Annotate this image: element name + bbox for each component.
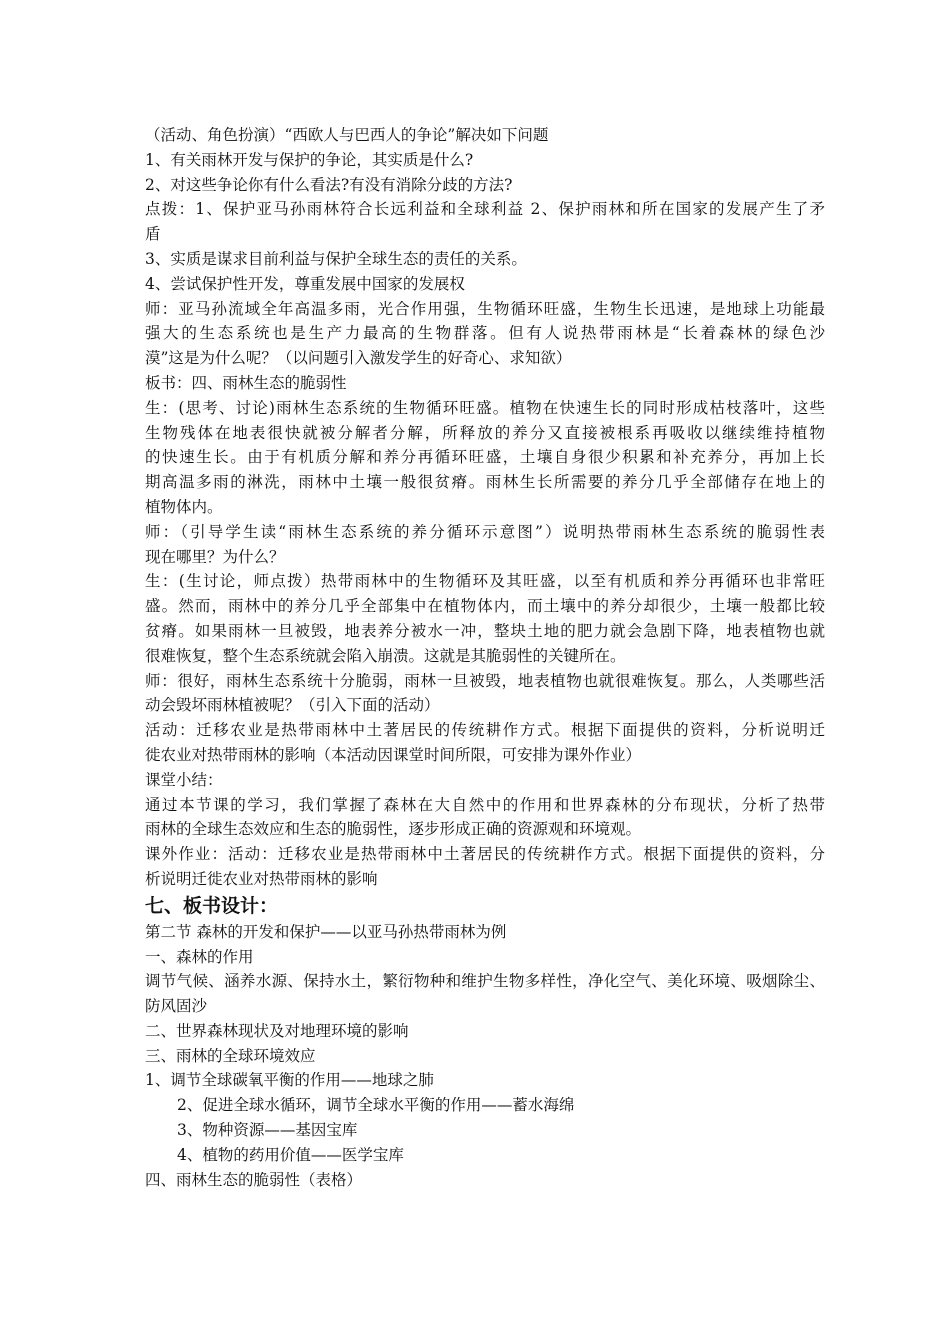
text-line: 贫瘠。如果雨林一旦被毁，地表养分被水一冲，整块土地的肥力就会急剧下降，地表植物也就 (145, 621, 825, 640)
board-item (145, 969, 825, 1019)
text-line: 4、尝试保护性开发，尊重发展中国家的发展权 (145, 274, 465, 293)
paragraph (145, 669, 825, 719)
text-line: 调节气候、涵养水源、保持水土，繁衍物种和维护生物多样性，净化空气、美化环境、吸烟除尘、 (145, 972, 825, 991)
text-line: 动会毁坏雨林植被呢？（引入下面的活动） (145, 696, 440, 715)
board-design (145, 920, 825, 1193)
board-item (145, 1168, 825, 1193)
text-line: 师：很好，雨林生态系统十分脆弱，雨林一旦被毁，地表植物也就很难恢复。那么，人类哪些活 (145, 671, 825, 690)
text-line: 通过本节课的学习，我们掌握了森林在大自然中的作用和世界森林的分布现状，分析了热带 (145, 795, 825, 814)
text-line: 课外作业：活动：迁移农业是热带雨林中土著居民的传统耕作方式。根据下面提供的资料，分 (145, 845, 825, 864)
text-line: 课堂小结： (145, 770, 223, 789)
text-line: 生：(思考、讨论)雨林生态系统的生物循环旺盛。植物在快速生长的同时形成枯枝落叶，这些 (145, 398, 825, 417)
text-line: 二、世界森林现状及对地理环境的影响 (145, 1021, 409, 1040)
paragraph (145, 173, 825, 198)
text-line: 3、物种资源——基因宝库 (177, 1121, 358, 1140)
text-line: 2、促进全球水循环，调节全球水平衡的作用——蓄水海绵 (177, 1096, 575, 1115)
board-item (145, 1093, 825, 1118)
board-item (145, 1044, 825, 1069)
text-line: 的快速生长。由于有机质分解和养分再循环旺盛，土壤自身很少积累和补充养分，再加上长 (145, 448, 825, 467)
text-line: 生：(生讨论，师点拨）热带雨林中的生物循环及其旺盛，以至有机质和养分再循环也非常旺 (145, 572, 825, 591)
board-item (145, 1019, 825, 1044)
text-line: 3、实质是谋求目前利益与保护全球生态的责任的关系。 (145, 249, 527, 268)
paragraph (145, 148, 825, 173)
paragraph (145, 371, 825, 396)
text-line: 现在哪里？为什么？ (145, 547, 285, 566)
text-line: 析说明迁徙农业对热带雨林的影响 (145, 869, 378, 888)
text-line: 第二节 森林的开发和保护——以亚马孙热带雨林为例 (145, 922, 507, 941)
board-item (145, 1143, 825, 1168)
paragraph (145, 520, 825, 570)
document-page (145, 123, 825, 1192)
paragraph (145, 297, 825, 371)
paragraph (145, 793, 825, 843)
text-line: 雨林的全球生态效应和生态的脆弱性，逐步形成正确的资源观和环境观。 (145, 820, 642, 839)
paragraph (145, 718, 825, 768)
text-line: （活动、角色扮演）“西欧人与巴西人的争论”解决如下问题 (145, 126, 549, 144)
text-line: 点拨：1、保护亚马孙雨林符合长远利益和全球利益 2、保护雨林和所在国家的发展产生了矛 (145, 200, 825, 219)
text-line: 2、对这些争论你有什么看法?有没有消除分歧的方法? (145, 175, 513, 194)
paragraph (145, 768, 825, 793)
text-line: 1、有关雨林开发与保护的争论，其实质是什么? (145, 150, 474, 169)
text-line: 漠”这是为什么呢？（以问题引入激发学生的好奇心、求知欲） (145, 349, 572, 368)
paragraph (145, 842, 825, 892)
text-line: 三、雨林的全球环境效应 (145, 1046, 316, 1065)
board-item (145, 1118, 825, 1143)
lesson-body (145, 123, 825, 892)
text-line: 防风固沙 (145, 997, 208, 1016)
board-item (145, 920, 825, 945)
text-line: 植物体内。 (145, 497, 223, 516)
text-line: 1、调节全球碳氧平衡的作用——地球之肺 (145, 1071, 434, 1090)
text-line: 板书：四、雨林生态的脆弱性 (145, 373, 347, 392)
text-line: 4、植物的药用价值——医学宝库 (177, 1145, 404, 1164)
paragraph (145, 396, 825, 520)
paragraph (145, 272, 825, 297)
text-line: 强大的生态系统也是生产力最高的生物群落。但有人说热带雨林是“长着森林的绿色沙 (145, 324, 825, 343)
text-line: 师：亚马孙流域全年高温多雨，光合作用强，生物循环旺盛，生物生长迅速，是地球上功能最 (145, 299, 825, 318)
text-line: 盛。然而，雨林中的养分几乎全部集中在植物体内，而土壤中的养分却很少，土壤一般都比较 (145, 597, 825, 616)
text-line: 徙农业对热带雨林的影响（本活动因课堂时间所限，可安排为课外作业） (145, 745, 642, 764)
text-line: 盾 (145, 225, 161, 244)
text-line: 很难恢复，整个生态系统就会陷入崩溃。这就是其脆弱性的关键所在。 (145, 646, 626, 665)
board-item (145, 945, 825, 970)
text-line: 期高温多雨的淋洗，雨林中土壤一般很贫瘠。雨林生长所需要的养分几乎全部储存在地上的 (145, 473, 825, 492)
text-line: 四、雨林生态的脆弱性（表格） (145, 1170, 363, 1189)
paragraph (145, 123, 825, 148)
board-item (145, 1068, 825, 1093)
paragraph (145, 247, 825, 272)
text-line: 活动：迁移农业是热带雨林中土著居民的传统耕作方式。根据下面提供的资料，分析说明迁 (145, 721, 825, 740)
section-heading: 七、板书设计： (145, 894, 279, 917)
paragraph (145, 569, 825, 668)
text-line: 师：（引导学生读“雨林生态系统的养分循环示意图”）说明热带雨林生态系统的脆弱性表 (145, 522, 825, 541)
paragraph (145, 197, 825, 247)
text-line: 生物残体在地表很快就被分解者分解，所释放的养分又直接被根系再吸收以继续维持植物 (145, 423, 825, 442)
text-line: 一、森林的作用 (145, 947, 254, 966)
